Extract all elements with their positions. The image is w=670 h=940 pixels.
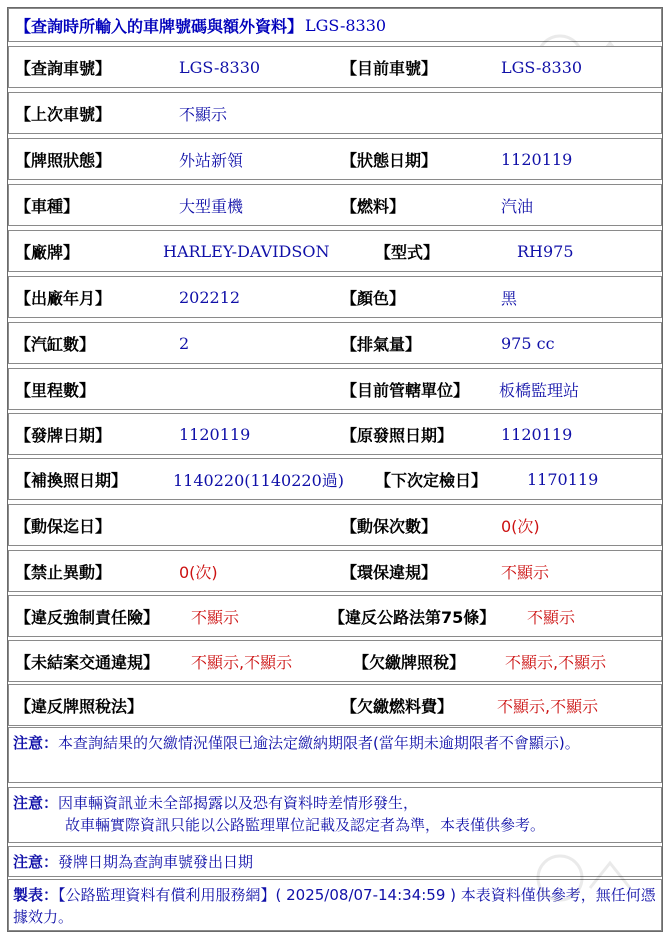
field-label: 【車種】 — [15, 196, 80, 216]
field-label: 【禁止異動】 — [15, 562, 112, 582]
note-overdue — [8, 727, 662, 783]
footer-text: 【公路監理資料有償利用服務網】( 2025/08/07-14:34:59 ) 本表資料僅供參考，無任何憑據效力。 — [13, 886, 656, 926]
field-label: 【狀態日期】 — [341, 150, 438, 170]
note-overdue-text: 本查詢結果的欠繳情況僅限已逾法定繳納期限者(當年期未逾期限者不會顯示)。 — [58, 734, 580, 752]
header-title — [15, 9, 386, 41]
field-label: 【動保次數】 — [341, 516, 438, 536]
field-label: 【上次車號】 — [15, 104, 112, 124]
info-row — [8, 550, 662, 592]
info-row — [8, 276, 662, 318]
field-value: 2 — [179, 333, 190, 353]
info-row — [8, 46, 662, 88]
header-plate: LGS-8330 — [305, 15, 387, 35]
field-value: 不顯示,不顯示 — [191, 652, 293, 672]
info-row — [8, 413, 662, 455]
field-value: HARLEY-DAVIDSON — [163, 241, 330, 261]
field-value: 黑 — [501, 288, 518, 308]
field-label: 【里程數】 — [15, 380, 96, 400]
header-title-text: 【查詢時所輸入的車牌號碼與額外資料】 — [15, 16, 304, 36]
field-value: 不顯示 — [501, 562, 550, 582]
field-value: 1170119 — [527, 469, 599, 489]
field-label: 【查詢車號】 — [15, 58, 112, 78]
field-label: 【出廠年月】 — [15, 288, 112, 308]
header-row — [8, 8, 662, 42]
note-issue-date-text: 發牌日期為查詢車號發出日期 — [58, 853, 254, 871]
field-value: 1140220(1140220過) — [173, 470, 345, 490]
info-row — [8, 92, 662, 134]
field-label: 【發牌日期】 — [15, 425, 112, 445]
field-value: LGS-8330 — [179, 57, 261, 77]
info-row — [8, 640, 662, 682]
field-label: 【違反牌照稅法】 — [15, 696, 144, 716]
field-value: 0(次) — [179, 562, 218, 582]
info-row — [8, 184, 662, 226]
field-label: 【牌照狀態】 — [15, 150, 112, 170]
note-disclaimer-line1: 因車輛資訊並未全部揭露以及恐有資料時差情形發生， — [58, 794, 419, 812]
field-value: 0(次) — [501, 516, 540, 536]
field-label: 【燃料】 — [341, 196, 406, 216]
info-row — [8, 230, 662, 272]
field-label: 【目前車號】 — [341, 58, 438, 78]
note-issue-date — [8, 846, 662, 877]
info-row — [8, 322, 662, 364]
info-row — [8, 504, 662, 546]
footer-note — [8, 879, 662, 931]
note-disclaimer — [8, 787, 662, 843]
field-label: 【違反公路法第75條】 — [329, 607, 496, 627]
field-label: 【環保違規】 — [341, 562, 438, 582]
field-label: 【顏色】 — [341, 288, 406, 308]
field-value: 不顯示 — [527, 607, 576, 627]
report-frame — [7, 7, 663, 932]
field-value: 不顯示 — [191, 607, 240, 627]
field-value: 202212 — [179, 287, 241, 307]
field-label: 【目前管轄單位】 — [341, 380, 470, 400]
field-value: 不顯示,不顯示 — [505, 652, 607, 672]
info-row — [8, 138, 662, 180]
field-value: 1120119 — [501, 149, 573, 169]
field-label: 【補換照日期】 — [15, 470, 128, 490]
note-overdue-label: 注意： — [13, 734, 59, 752]
field-value: 975 cc — [501, 333, 555, 353]
field-value: 不顯示,不顯示 — [497, 696, 599, 716]
info-row — [8, 368, 662, 410]
note-disclaimer-line2: 故車輛實際資訊只能以公路監理單位記載及認定者為準，本表僅供參考。 — [65, 816, 546, 834]
field-label: 【型式】 — [375, 242, 440, 262]
field-label: 【違反強制責任險】 — [15, 607, 160, 627]
field-label: 【欠繳牌照稅】 — [353, 652, 466, 672]
field-value: 板橋監理站 — [499, 380, 580, 400]
field-value: LGS-8330 — [501, 57, 583, 77]
info-row — [8, 595, 662, 637]
field-label: 【欠繳燃料費】 — [341, 696, 454, 716]
info-row — [8, 458, 662, 500]
note-issue-date-label: 注意： — [13, 853, 59, 871]
field-label: 【動保迄日】 — [15, 516, 112, 536]
field-value: 1120119 — [179, 424, 251, 444]
info-row — [8, 684, 662, 726]
field-value: 1120119 — [501, 424, 573, 444]
field-label: 【排氣量】 — [341, 334, 422, 354]
field-value: 不顯示 — [179, 104, 228, 124]
field-value: RH975 — [517, 241, 574, 261]
field-value: 外站新領 — [179, 150, 244, 170]
field-label: 【未結案交通違規】 — [15, 652, 160, 672]
field-label: 【廠牌】 — [15, 242, 80, 262]
footer-label: 製表： — [13, 886, 59, 904]
field-value: 汽油 — [501, 196, 534, 216]
field-label: 【汽缸數】 — [15, 334, 96, 354]
note-disclaimer-label: 注意： — [13, 794, 59, 812]
field-value: 大型重機 — [179, 196, 244, 216]
field-label: 【下次定檢日】 — [375, 470, 488, 490]
field-label: 【原發照日期】 — [341, 425, 454, 445]
